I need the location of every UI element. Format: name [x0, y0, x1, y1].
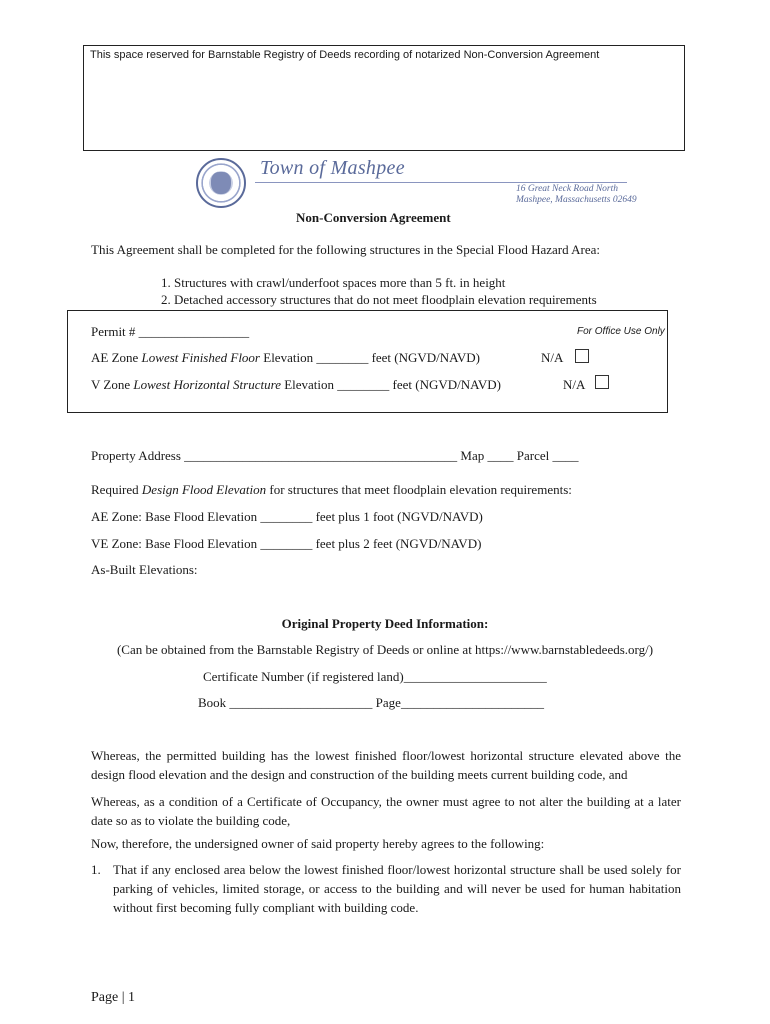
ae-zone-lowest-floor-line[interactable]	[91, 350, 480, 366]
town-name: Town of Mashpee	[260, 157, 405, 179]
ae-zone-bfe-field[interactable]: AE Zone: Base Flood Elevation ________ feet plus 1 foot (NGVD/NAVD)	[91, 509, 483, 524]
agreement-item-1-number: 1.	[91, 862, 101, 877]
deed-info-note: (Can be obtained from the Barnstable Registry of Deeds or online at https://www.barnstabledeeds.org/)	[116, 642, 654, 657]
structure-item-1: 1. Structures with crawl/underfoot spaces more than 5 ft. in height	[161, 275, 506, 290]
required-italic: Design Flood Elevation	[141, 482, 267, 497]
intro-text: This Agreement shall be completed for the following structures in the Special Flood Hazard Area:	[91, 242, 601, 257]
ve-zone-bfe-field[interactable]: VE Zone: Base Flood Elevation ________ feet plus 2 feet (NGVD/NAVD)	[91, 536, 482, 551]
required-suffix: for structures that meet floodplain elevation requirements:	[266, 482, 572, 497]
whereas-paragraph-1: Whereas, the permitted building has the lowest finished floor/lowest horizontal structure elevated above the design flood elevation and the design and construction of the building meets current building code, and	[91, 748, 681, 782]
town-address-line1: 16 Great Neck Road North	[516, 184, 619, 194]
office-use-label: For Office Use Only	[577, 326, 665, 337]
whereas-paragraph-2: Whereas, as a condition of a Certificate of Occupancy, the owner must agree to not alter the building at a later date so as to violate the building code,	[91, 794, 681, 828]
required-prefix: Required	[91, 482, 142, 497]
v-zone-suffix: Elevation ________ feet (NGVD/NAVD)	[280, 377, 501, 392]
ae-zone-prefix: AE Zone	[91, 350, 142, 365]
ae-zone-suffix: Elevation ________ feet (NGVD/NAVD)	[260, 350, 480, 365]
ae-na-label: N/A	[541, 350, 564, 365]
registry-reserved-box	[83, 45, 685, 151]
certificate-number-field[interactable]: Certificate Number (if registered land)______________________	[203, 669, 547, 684]
page-number: Page | 1	[91, 990, 136, 1005]
v-zone-italic: Lowest Horizontal Structure	[133, 377, 281, 392]
ae-na-checkbox[interactable]	[575, 349, 589, 363]
property-address-field[interactable]: Property Address __________________________________________ Map ____ Parcel ____	[91, 448, 579, 463]
ae-zone-italic: Lowest Finished Floor	[141, 350, 260, 365]
required-dfe-line	[91, 482, 572, 498]
structure-item-2: 2. Detached accessory structures that do not meet floodplain elevation requirements	[161, 292, 597, 307]
town-seal-icon	[196, 158, 246, 208]
deed-info-heading: Original Property Deed Information:	[281, 616, 489, 631]
book-page-field[interactable]: Book ______________________ Page______________________	[198, 695, 544, 710]
permit-number-field[interactable]: Permit # _________________	[91, 324, 250, 339]
v-na-label: N/A	[563, 377, 586, 392]
v-na-checkbox[interactable]	[595, 375, 609, 389]
now-therefore-text: Now, therefore, the undersigned owner of said property hereby agrees to the following:	[91, 836, 545, 851]
v-zone-lowest-structure-line[interactable]	[91, 377, 501, 393]
document-title: Non-Conversion Agreement	[296, 210, 451, 225]
logo-divider	[255, 182, 627, 183]
reserved-box-text: This space reserved for Barnstable Registry of Deeds recording of notarized Non-Conversion Agreement	[90, 49, 600, 61]
agreement-item-1-text: That if any enclosed area below the lowest finished floor/lowest horizontal structure shall be used solely for parking of vehicles, limited storage, or access to the building and will never be used for human habitation without first becoming fully compliant with building code.	[113, 862, 681, 915]
v-zone-prefix: V Zone	[91, 377, 134, 392]
as-built-elevations-label: As-Built Elevations:	[91, 562, 198, 577]
town-address-line2: Mashpee, Massachusetts 02649	[516, 195, 637, 205]
